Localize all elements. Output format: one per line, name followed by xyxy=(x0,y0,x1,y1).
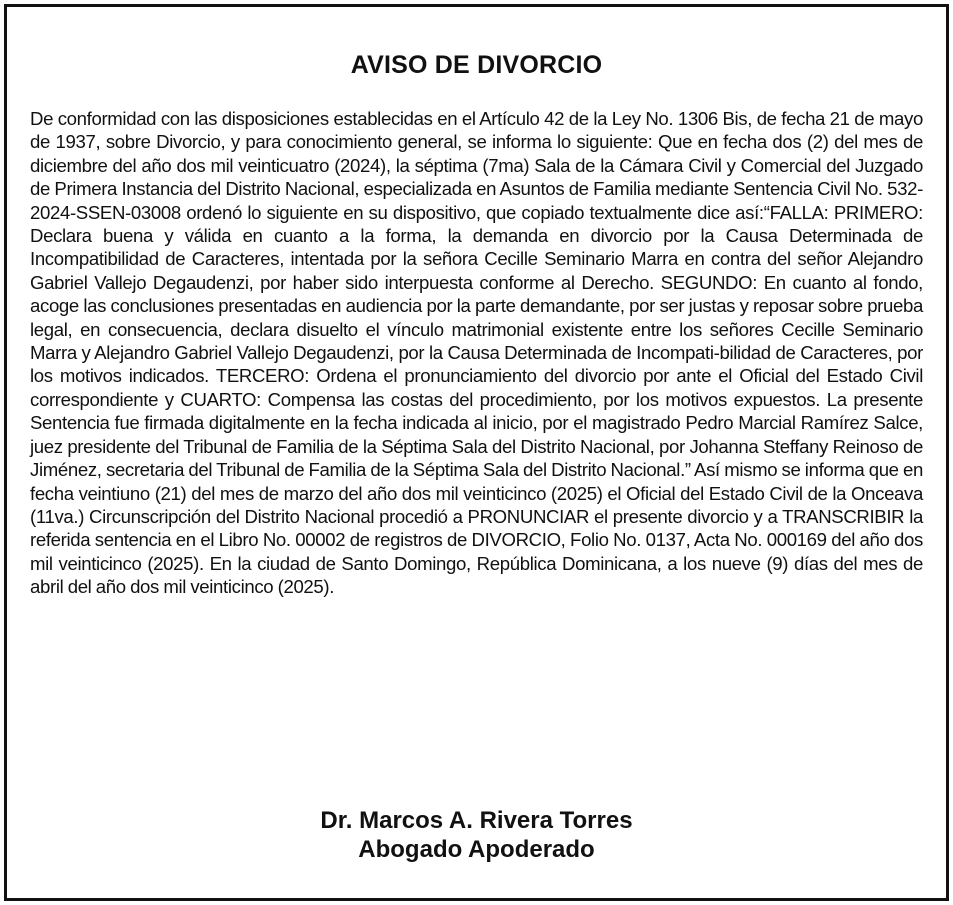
notice-title: AVISO DE DIVORCIO xyxy=(350,51,603,79)
notice-frame xyxy=(4,4,949,901)
notice-body: De conformidad con las disposiciones establecidas en el Artículo 42 de la Ley No. 1306 Bis, de fecha 21 de mayo de 1937, sobre Divorcio, y para conocimiento general, se informa lo siguiente: Que en fecha dos (2) del mes de diciembre del año dos mil veinticuatro (2024), la séptima (7ma) Sala de la Cámara Civil y Comercial del Juzgado de Primera Instancia del Distrito Nacional, especializada en Asuntos de Familia mediante Sentencia Civil No. 532-2024-SSEN-03008 ordenó lo siguiente en su dispositivo, que copiado textualmente dice así:“FALLA: PRIMERO: Declara buena y válida en cuanto a la forma, la demanda en divorcio por la Causa Determinada de Incompatibilidad de Caracteres, intentada por la señora Cecille Seminario Marra en contra del señor Alejandro Gabriel Vallejo Degaudenzi, por haber sido interpuesta conforme al Derecho. SEGUNDO: En cuanto al fondo, acoge las conclusiones presentadas en audiencia por la parte demandante, por ser justas y reposar sobre prueba legal, en consecuencia, declara disuelto el vínculo matrimonial existente entre los señores Cecille Seminario Marra y Alejandro Gabriel Vallejo Degaudenzi, por la Causa Determinada de Incompati-bilidad de Caracteres, por los motivos indicados. TERCERO: Ordena el pronunciamiento del divorcio por ante el Oficial del Estado Civil correspondiente y CUARTO: Compensa las costas del procedimiento, por los motivos expuestos. La presente Sentencia fue firmada digitalmente en la fecha indicada al inicio, por el magistrado Pedro Marcial Ramírez Salce, juez presidente del Tribunal de Familia de la Séptima Sala del Distrito Nacional, por Johanna Steffany Reinoso de Jiménez, secretaria del Tribunal de Familia de la Séptima Sala del Distrito Nacional.” Así mismo se informa que en fecha veintiuno (21) del mes de marzo del año dos mil veinticinco (2025) el Oficial del Estado Civil de la Onceava (11va.) Circunscripción del Distrito Nacional procedió a PRONUNCIAR el presente divorcio y a TRANSCRIBIR la referida sentencia en el Libro No. 00002 de registros de DIVORCIO, Folio No. 0137, Acta No. 000169 del año dos mil veinticinco (2025). En la ciudad de Santo Domingo, República Dominicana, a los nueve (9) días del mes de abril del año dos mil veinticinco (2025). xyxy=(30,108,923,598)
signature-block xyxy=(7,806,946,864)
signature-role: Abogado Apoderado xyxy=(358,836,595,863)
signature-name: Dr. Marcos A. Rivera Torres xyxy=(320,807,633,834)
